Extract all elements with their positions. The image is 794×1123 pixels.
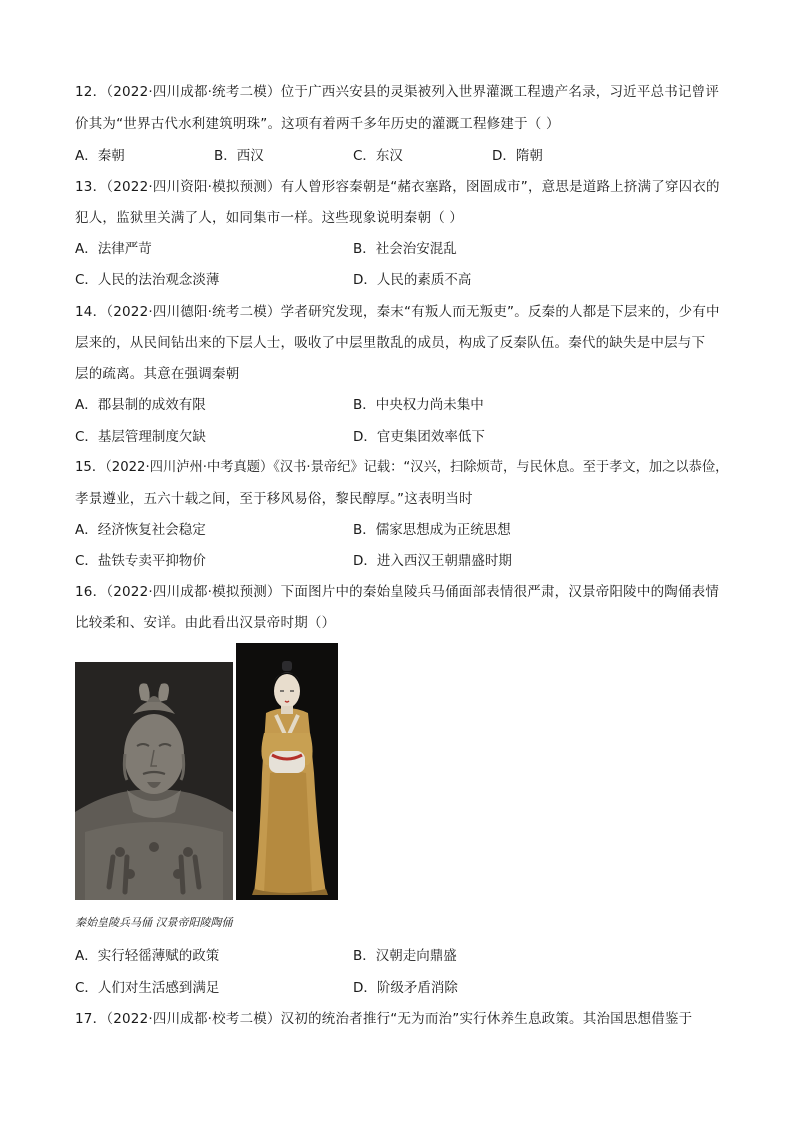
q13-option-a[interactable]: A．法律严苛: [75, 241, 152, 257]
q16-option-a[interactable]: A．实行轻徭薄赋的政策: [75, 948, 220, 964]
han-figurine-photo: [236, 643, 338, 900]
q14-stem-line-2: 层来的，从民间钻出来的下层人士，吸收了中层里散乱的成员，构成了反秦队伍。秦代的缺失是中层与下: [75, 335, 706, 351]
q12-option-d[interactable]: D．隋朝: [492, 148, 543, 164]
q14-option-d[interactable]: D．官吏集团效率低下: [353, 429, 485, 445]
q14-stem-line-3: 层的疏离。其意在强调秦朝: [75, 366, 240, 382]
q15-option-c[interactable]: C．盐铁专卖平抑物价: [75, 553, 206, 569]
q12-option-b[interactable]: B．西汉: [214, 148, 264, 164]
q16-stem-line-1: 16．（2022·四川成都·模拟预测）下面图片中的秦始皇陵兵马俑面部表情很严肃，汉景帝阳陵中的陶俑表情: [75, 584, 720, 600]
q16-option-c[interactable]: C．人们对生活感到满足: [75, 980, 220, 996]
q12-option-c[interactable]: C．东汉: [353, 148, 403, 164]
q15-option-a[interactable]: A．经济恢复社会稳定: [75, 522, 206, 538]
q15-stem-line-2: 孝景遵业，五六十载之间，至于移风易俗，黎民醇厚。”这表明当时: [75, 491, 473, 507]
q13-option-d[interactable]: D．人民的素质不高: [353, 272, 472, 288]
q14-option-a[interactable]: A．郡县制的成效有限: [75, 397, 206, 413]
q15-option-b[interactable]: B．儒家思想成为正统思想: [353, 522, 511, 538]
q14-stem-line-1: 14．（2022·四川德阳·统考二模）学者研究发现，秦末“有叛人而无叛吏”。反秦的人都是下层来的，少有中: [75, 304, 720, 320]
q12-stem-line-2: 价其为“世界古代水利建筑明珠”。这项有着两千多年历史的灌溉工程修建于（ ）: [75, 116, 560, 132]
q15-stem-line-1: 15．（2022·四川泸州·中考真题）《汉书·景帝纪》记载：“汉兴，扫除烦苛，与民休息。至于孝文，加之以恭俭，: [75, 459, 729, 475]
q17-stem-line-1: 17．（2022·四川成都·校考二模）汉初的统治者推行“无为而治”实行休养生息政策。其治国思想借鉴于: [75, 1011, 693, 1027]
q13-option-b[interactable]: B．社会治安混乱: [353, 241, 457, 257]
q13-stem-line-1: 13．（2022·四川资阳·模拟预测）有人曾形容秦朝是“赭衣塞路，囹圄成市”，意思是道路上挤满了穿囚衣的: [75, 179, 720, 195]
terracotta-warrior-photo: [75, 662, 233, 900]
q14-option-c[interactable]: C．基层管理制度欠缺: [75, 429, 206, 445]
q15-option-d[interactable]: D．进入西汉王朝鼎盛时期: [353, 553, 512, 569]
q12-option-a[interactable]: A．秦朝: [75, 148, 125, 164]
q16-stem-line-2: 比较柔和、安详。由此看出汉景帝时期（）: [75, 615, 336, 631]
photo-caption: 秦始皇陵兵马俑 汉景帝阳陵陶俑: [75, 916, 233, 929]
q13-stem-line-2: 犯人，监狱里关满了人，如同集市一样。这些现象说明秦朝（ ）: [75, 210, 464, 226]
q16-option-d[interactable]: D．阶级矛盾消除: [353, 980, 458, 996]
q14-option-b[interactable]: B．中央权力尚未集中: [353, 397, 484, 413]
q12-stem-line-1: 12．（2022·四川成都·统考二模）位于广西兴安县的灵渠被列入世界灌溉工程遗产名录，习近平总书记曾评: [75, 84, 720, 100]
q13-option-c[interactable]: C．人民的法治观念淡薄: [75, 272, 220, 288]
q16-option-b[interactable]: B．汉朝走向鼎盛: [353, 948, 457, 964]
